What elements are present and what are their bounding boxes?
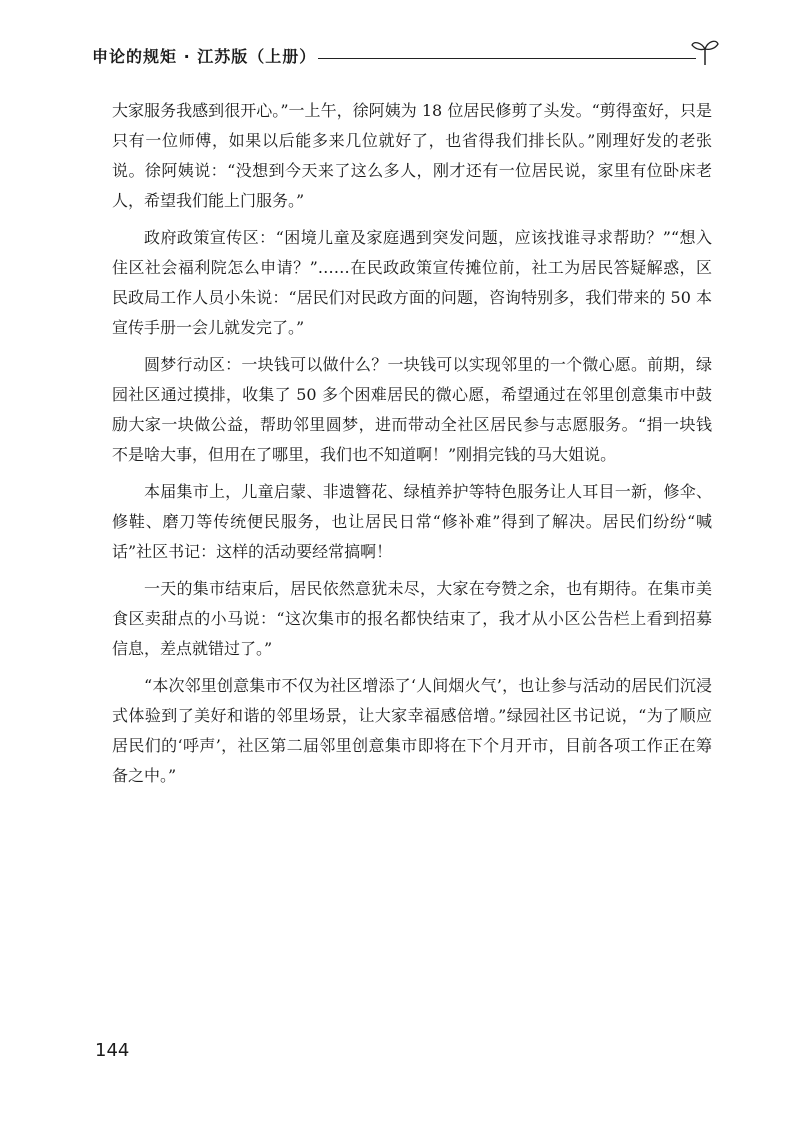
page-number: 144 [95, 1040, 130, 1061]
header-rule [318, 58, 696, 59]
sprout-icon [690, 36, 720, 66]
paragraph-secretary-quote: “本次邻里创意集市不仅为社区增添了‘人间烟火气’，也让参与活动的居民们沉浸式体验到了美好和谐的邻里场景，让大家幸福感倍增。”绿园社区书记说，“为了顺应居民们的‘呼声’，社区第二届邻里创意集市即将在下个月开市，目前各项工作正在筹备之中。” [112, 676, 712, 785]
book-title: 申论的规矩 · 江苏版（上册） [92, 47, 317, 66]
article-body [112, 96, 712, 798]
paragraph-continued: 大家服务我感到很开心。”一上午，徐阿姨为 18 位居民修剪了头发。“剪得蛮好，只是只有一位师傅，如果以后能多来几位就好了，也省得我们排长队。”刚理好发的老张说。徐阿姨说：“没想到今天来了这么多人，刚才还有一位居民说，家里有位卧床老人，希望我们能上门服务。” [112, 101, 712, 210]
paragraph-dream-area: 圆梦行动区：一块钱可以做什么？一块钱可以实现邻里的一个微心愿。前期，绿园社区通过摸排，收集了 50 多个困难居民的微心愿，希望通过在邻里创意集市中鼓励大家一块做公益，帮助邻里圆梦，进而带动全社区居民参与志愿服务。“捐一块钱不是啥大事，但用在了哪里，我们也不知道啊！”刚捐完钱的马大姐说。 [112, 355, 712, 464]
paragraph-market-end: 一天的集市结束后，居民依然意犹未尽，大家在夸赞之余，也有期待。在集市美食区卖甜点的小马说：“这次集市的报名都快结束了，我才从小区公告栏上看到招募信息，差点就错过了。” [112, 579, 712, 658]
paragraph-services: 本届集市上，儿童启蒙、非遗簪花、绿植养护等特色服务让人耳目一新，修伞、修鞋、磨刀等传统便民服务，也让居民日常“修补难”得到了解决。居民们纷纷“喊话”社区书记：这样的活动要经常搞啊！ [112, 482, 712, 561]
running-header [92, 36, 720, 70]
paragraph-policy-area: 政府政策宣传区：“困境儿童及家庭遇到突发问题，应该找谁寻求帮助？”“想入住区社会福利院怎么申请？”……在民政政策宣传摊位前，社工为居民答疑解惑，区民政局工作人员小朱说：“居民们对民政方面的问题，咨询特别多，我们带来的 50 本宣传手册一会儿就发完了。” [112, 228, 712, 337]
